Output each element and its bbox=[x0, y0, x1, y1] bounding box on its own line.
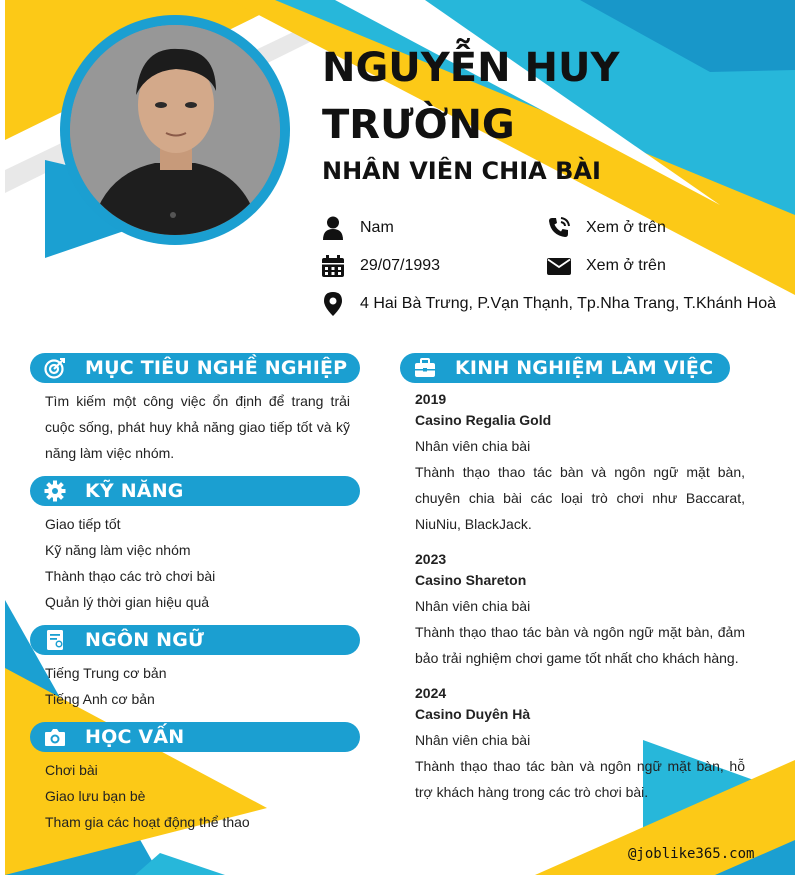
list-item: Giao tiếp tốt bbox=[45, 516, 121, 532]
target-icon bbox=[43, 356, 67, 380]
experience-year: 2019 bbox=[415, 391, 447, 407]
calendar-icon bbox=[320, 253, 346, 279]
education-list bbox=[45, 757, 250, 835]
experience-description: Thành thạo thao tác bàn và ngôn ngữ mặt bàn, chuyên chia bài các loại trò chơi như Baccarat, NiuNiu, BlackJack. bbox=[415, 464, 745, 532]
experience-description: Thành thạo thao tác bàn và ngôn ngữ mặt bàn, đảm bảo trải nghiệm chơi game tốt nhất cho khách hàng. bbox=[415, 624, 745, 666]
info-address bbox=[320, 289, 776, 319]
list-item: Quản lý thời gian hiệu quả bbox=[45, 594, 210, 610]
address-value: 4 Hai Bà Trưng, P.Vạn Thạnh, Tp.Nha Trang, T.Khánh Hoà bbox=[360, 295, 777, 312]
section-languages-title: NGÔN NGỮ bbox=[85, 629, 205, 651]
gear-icon bbox=[43, 479, 67, 503]
profile-photo bbox=[70, 25, 280, 235]
skills-list bbox=[45, 511, 215, 615]
experience-position: Nhân viên chia bài bbox=[415, 598, 531, 614]
info-phone bbox=[546, 213, 666, 243]
phone-icon bbox=[546, 215, 572, 241]
section-objective-title: MỤC TIÊU NGHỀ NGHIỆP bbox=[85, 357, 348, 379]
experience-entry bbox=[415, 389, 745, 537]
experience-position: Nhân viên chia bài bbox=[415, 732, 531, 748]
experience-year: 2024 bbox=[415, 685, 447, 701]
list-item: Tham gia các hoạt động thể thao bbox=[45, 814, 250, 830]
camera-icon bbox=[43, 725, 67, 749]
list-item: Giao lưu bạn bè bbox=[45, 788, 146, 804]
experience-entry bbox=[415, 683, 745, 805]
languages-list bbox=[45, 660, 167, 712]
objective-text: Tìm kiếm một công việc ổn định để trang trải cuộc sống, phát huy khả năng giao tiếp tốt và kỹ năng làm việc nhóm. bbox=[45, 393, 350, 461]
experience-entry bbox=[415, 549, 745, 671]
phone-value: Xem ở trên bbox=[586, 219, 666, 236]
info-birthday bbox=[320, 251, 440, 281]
section-objective-header bbox=[30, 353, 360, 383]
watermark: @joblike365.com bbox=[628, 846, 755, 862]
section-languages-header bbox=[30, 625, 360, 655]
experience-description: Thành thạo thao tác bàn và ngôn ngữ mặt bàn, hỗ trợ khách hàng trong các trò chơi bài. bbox=[415, 758, 745, 800]
job-title: NHÂN VIÊN CHIA BÀI bbox=[322, 157, 601, 185]
birthday-value: 29/07/1993 bbox=[360, 257, 441, 274]
section-skills-header bbox=[30, 476, 360, 506]
list-item: Thành thạo các trò chơi bài bbox=[45, 568, 216, 584]
user-icon bbox=[320, 215, 346, 241]
candidate-name: NGUYỄN HUY TRƯỜNG bbox=[322, 45, 620, 148]
briefcase-icon bbox=[413, 356, 437, 380]
experience-company: Casino Shareton bbox=[415, 572, 527, 588]
experience-position: Nhân viên chia bài bbox=[415, 438, 531, 454]
envelope-icon bbox=[546, 253, 572, 279]
info-email bbox=[546, 251, 666, 281]
email-value: Xem ở trên bbox=[586, 257, 666, 274]
section-education-title: HỌC VẤN bbox=[85, 726, 185, 748]
gender-value: Nam bbox=[360, 219, 394, 236]
list-item: Chơi bài bbox=[45, 762, 98, 778]
list-item: Tiếng Anh cơ bản bbox=[45, 691, 155, 707]
experience-company: Casino Regalia Gold bbox=[415, 412, 552, 428]
experience-company: Casino Duyên Hà bbox=[415, 706, 531, 722]
info-gender bbox=[320, 213, 394, 243]
section-skills-title: KỸ NĂNG bbox=[85, 480, 184, 502]
map-pin-icon bbox=[320, 291, 346, 317]
section-education-header bbox=[30, 722, 360, 752]
section-experience-header bbox=[400, 353, 730, 383]
section-experience-title: KINH NGHIỆM LÀM VIỆC bbox=[455, 357, 714, 379]
list-item: Tiếng Trung cơ bản bbox=[45, 665, 167, 681]
experience-year: 2023 bbox=[415, 551, 447, 567]
certificate-icon bbox=[43, 628, 67, 652]
list-item: Kỹ năng làm việc nhóm bbox=[45, 542, 191, 558]
